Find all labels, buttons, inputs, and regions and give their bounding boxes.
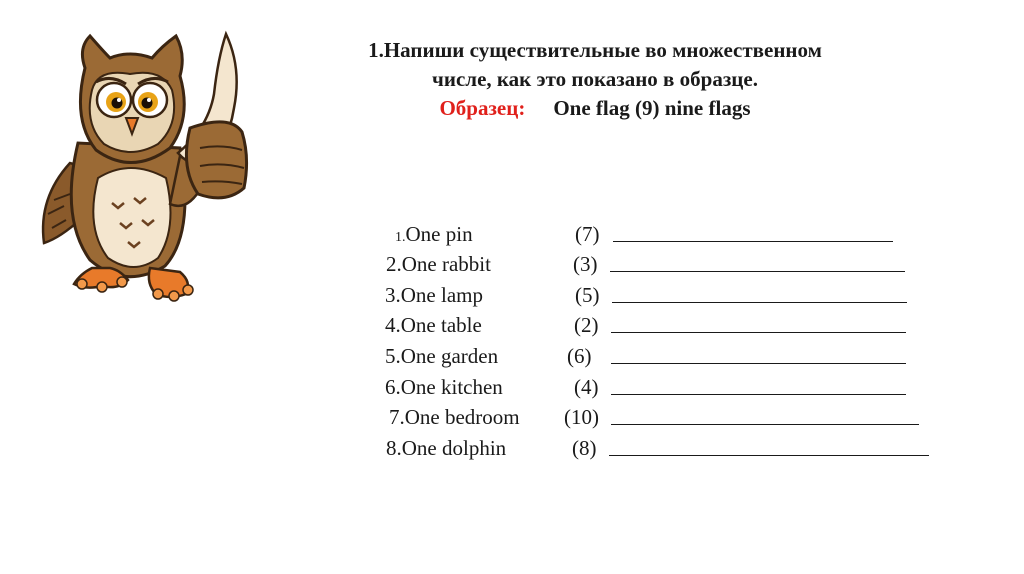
- item-count: (5): [575, 283, 600, 307]
- instruction-line-2: числе, как это показано в образце.: [432, 67, 758, 91]
- item-word: One dolphin: [401, 436, 507, 460]
- answer-blank[interactable]: [612, 302, 907, 303]
- instruction-line-1: 1.Напиши существительные во множественном: [368, 38, 822, 62]
- item-word: One lamp: [400, 283, 483, 307]
- exercise-item-word: [386, 433, 506, 463]
- item-word: One kitchen: [400, 375, 503, 399]
- item-count: (7): [575, 222, 600, 246]
- item-index: 7.: [389, 405, 405, 429]
- answer-blank[interactable]: [613, 241, 893, 242]
- answer-blank[interactable]: [609, 455, 929, 456]
- item-index: 2.: [386, 252, 402, 276]
- exercise-item: [385, 372, 915, 402]
- answer-blank[interactable]: [611, 363, 906, 364]
- exercise-item: [386, 249, 916, 279]
- exercise-item: [386, 433, 936, 463]
- answer-blank[interactable]: [610, 271, 905, 272]
- item-index: 1.: [395, 230, 406, 245]
- exercise-item: [385, 310, 915, 340]
- exercise-item: [385, 280, 915, 310]
- item-count: (8): [572, 436, 597, 460]
- exercise-item: [389, 402, 924, 432]
- item-index: 6.: [385, 375, 401, 399]
- exercise-item-word: [385, 341, 498, 371]
- exercise-item-word: [385, 280, 483, 310]
- answer-blank[interactable]: [611, 394, 906, 395]
- answer-blank[interactable]: [611, 424, 919, 425]
- item-word: One bedroom: [404, 405, 520, 429]
- item-word: One table: [400, 313, 482, 337]
- sample-label: Образец:: [439, 96, 526, 120]
- item-count: (3): [573, 252, 598, 276]
- item-index: 8.: [386, 436, 402, 460]
- exercise-item-word: [395, 219, 473, 253]
- item-index: 3.: [385, 283, 401, 307]
- item-count: (4): [574, 375, 599, 399]
- item-count: (2): [574, 313, 599, 337]
- exercise-item-word: [386, 249, 491, 279]
- exercise-item-word: [385, 372, 503, 402]
- item-count: (10): [564, 405, 599, 429]
- item-index: 5.: [385, 344, 401, 368]
- exercise-item: [385, 341, 915, 371]
- item-word: One rabbit: [401, 252, 491, 276]
- item-word: One garden: [400, 344, 499, 368]
- exercise-item-word: [389, 402, 520, 432]
- sample-text: One flag (9) nine flags: [553, 96, 751, 120]
- item-index: 4.: [385, 313, 401, 337]
- exercise-item-word: [385, 310, 482, 340]
- exercise-item: [395, 219, 915, 249]
- item-count: (6): [567, 344, 592, 368]
- answer-blank[interactable]: [611, 332, 906, 333]
- item-word: One pin: [405, 222, 473, 246]
